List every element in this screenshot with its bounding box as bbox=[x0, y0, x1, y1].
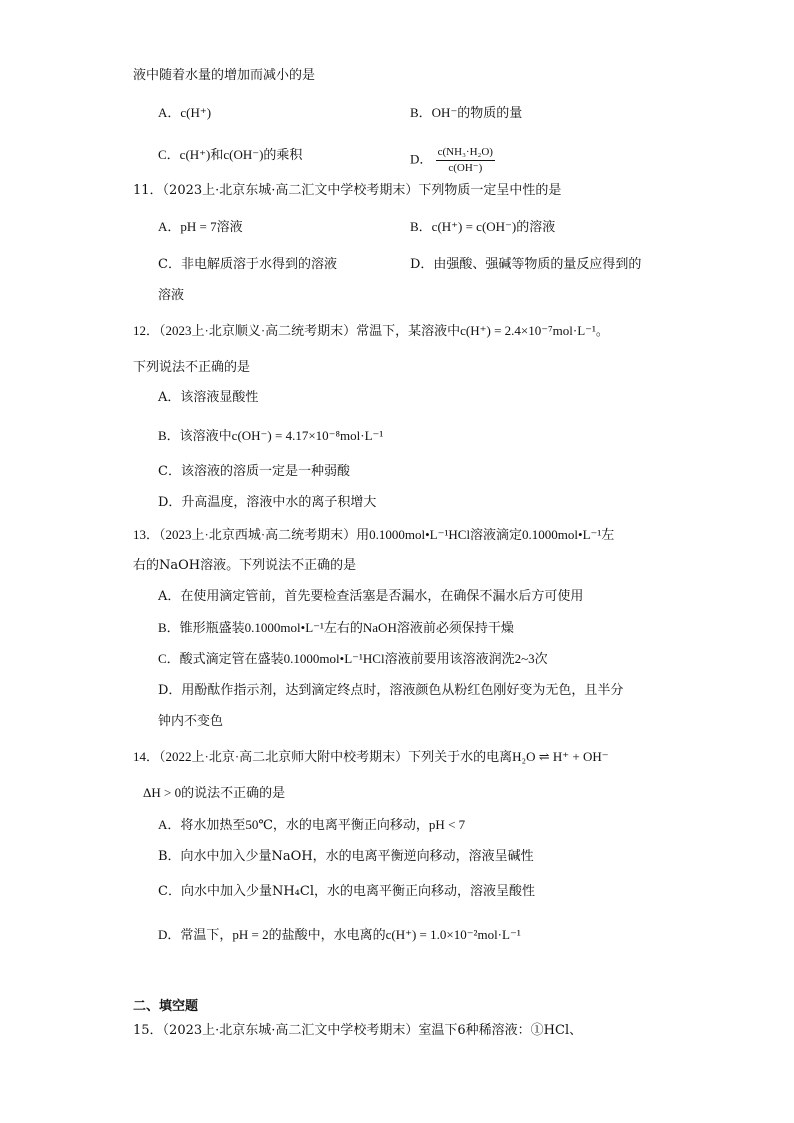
question-11: 11．（2023上·北京东城·高二汇文中学校考期末）下列物质一定呈中性的是 bbox=[133, 183, 562, 198]
option-a[interactable]: A．pH = 7溶液 bbox=[158, 219, 243, 234]
option-d[interactable]: D．常温下，pH = 2的盐酸中，水电离的c(H⁺) = 1.0×10⁻²mol·L⁻¹ bbox=[158, 927, 521, 942]
fraction bbox=[436, 146, 495, 175]
option-c[interactable]: C．该溶液的溶质一定是一种弱酸 bbox=[158, 464, 350, 479]
option-d-label: D． bbox=[410, 151, 433, 167]
option-c[interactable]: C．c(H⁺)和c(OH⁻)的乘积 bbox=[158, 147, 303, 162]
option-d[interactable] bbox=[410, 146, 495, 175]
text-line: 液中随着水量的增加而减小的是 bbox=[133, 68, 316, 83]
option-a[interactable]: A．该溶液显酸性 bbox=[158, 390, 259, 405]
text-line: ΔH > 0的说法不正确的是 bbox=[143, 785, 286, 800]
option-b[interactable]: B．锥形瓶盛装0.1000mol•L⁻¹左右的NaOH溶液前必须保持干燥 bbox=[158, 620, 514, 635]
fraction-numerator: c(NH₃·H₂O) bbox=[436, 146, 495, 161]
text-line: 右的NaOH溶液。下列说法不正确的是 bbox=[133, 558, 357, 573]
option-c[interactable]: C．向水中加入少量NH₄Cl，水的电离平衡正向移动，溶液呈酸性 bbox=[158, 884, 535, 899]
option-b[interactable]: B．c(H⁺) = c(OH⁻)的溶液 bbox=[410, 219, 556, 234]
option-d-continued: 溶液 bbox=[158, 288, 185, 303]
option-b[interactable]: B．该溶液中c(OH⁻) = 4.17×10⁻⁸mol·L⁻¹ bbox=[158, 428, 384, 443]
option-d[interactable]: D．升高温度，溶液中水的离子积增大 bbox=[158, 495, 377, 510]
option-a[interactable]: A．c(H⁺) bbox=[158, 105, 212, 120]
option-b[interactable]: B．向水中加入少量NaOH，水的电离平衡逆向移动，溶液呈碱性 bbox=[158, 849, 534, 864]
option-c[interactable]: C．非电解质溶于水得到的溶液 bbox=[158, 257, 337, 272]
question-14: 14．（2022上·北京·高二北京师大附中校考期末）下列关于水的电离H₂O ⇌ H⁺ + OH⁻ bbox=[133, 749, 609, 764]
question-13: 13．（2023上·北京西城·高二统考期末）用0.1000mol•L⁻¹HCl溶液滴定0.1000mol•L⁻¹左 bbox=[133, 527, 615, 542]
option-c[interactable]: C．酸式滴定管在盛装0.1000mol•L⁻¹HCl溶液前要用该溶液润洗2~3次 bbox=[158, 651, 548, 666]
option-d[interactable]: D．由强酸、强碱等物质的量反应得到的 bbox=[410, 257, 642, 272]
option-a[interactable]: A．在使用滴定管前，首先要检查活塞是否漏水，在确保不漏水后方可使用 bbox=[158, 589, 584, 604]
option-d[interactable]: D．用酚酞作指示剂，达到滴定终点时，溶液颜色从粉红色刚好变为无色，且半分 bbox=[158, 683, 624, 698]
option-a[interactable]: A．将水加热至50℃，水的电离平衡正向移动，pH < 7 bbox=[158, 817, 466, 832]
question-12: 12．（2023上·北京顺义·高二统考期末）常温下，某溶液中c(H⁺) = 2.4×10⁻⁷mol·L⁻¹。 bbox=[133, 323, 609, 338]
fraction-denominator: c(OH⁻) bbox=[448, 162, 483, 174]
option-d-continued: 钟内不变色 bbox=[158, 714, 224, 729]
section-heading: 二、填空题 bbox=[133, 999, 199, 1014]
question-15: 15．（2023上·北京东城·高二汇文中学校考期末）室温下6种稀溶液：①HCl、 bbox=[133, 1023, 583, 1038]
option-b[interactable]: B．OH⁻的物质的量 bbox=[410, 105, 523, 120]
text-line: 下列说法不正确的是 bbox=[133, 360, 251, 375]
